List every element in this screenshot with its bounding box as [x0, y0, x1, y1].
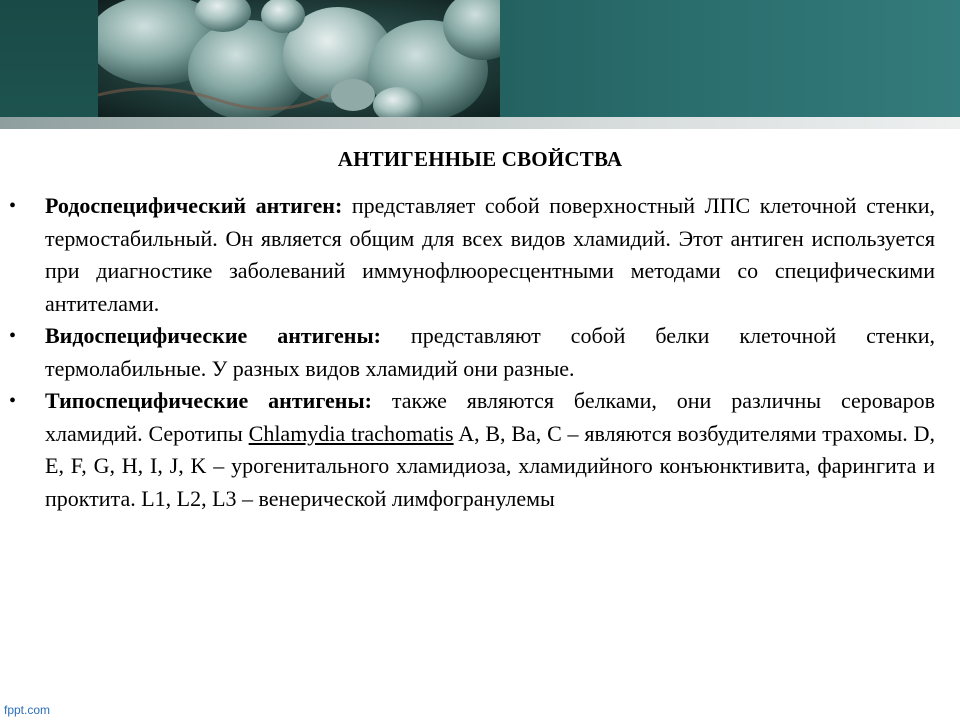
bullet-item-genus-antigen — [9, 190, 935, 320]
species-link[interactable]: Chlamydia trachomatis — [248, 420, 454, 446]
bullet-term: Типоспецифические антигены: — [45, 388, 372, 413]
slide-title: АНТИГЕННЫЕ СВОЙСТВА — [337, 147, 623, 171]
micrograph-image — [98, 0, 500, 117]
bullet-item-species-antigen — [9, 320, 935, 385]
bullet-text: представляют собой белки клеточной стенки, термолабильные. У разных видов хламидий они разные. — [45, 323, 935, 381]
bullet-text: представляет собой поверхностный ЛПС клеточной стенки, термостабильный. Он является общим для всех видов хламидий. Этот антиген используется при диагностике заболеваний иммунофлюоресцентными методами со специфическими антителами. — [45, 193, 935, 316]
header-left-band — [0, 0, 98, 117]
bullet-item-type-antigen — [9, 385, 935, 515]
bullet-term: Родоспецифический антиген: — [45, 193, 343, 218]
bullet-term: Видоспецифические антигены: — [45, 323, 381, 348]
bullet-icon: • — [9, 390, 17, 412]
header-stripe — [0, 117, 960, 129]
header-banner — [0, 0, 960, 117]
bullet-text: A, B, Ba, C – являются возбудителями трахомы. D, E, F, G, H, I, J, K – урогенитального хламидиоза, хламидийного конъюнктивита, фарингита и проктита. L1, L2, L3 – венерической лимфогранулемы — [45, 420, 935, 511]
bullet-text: также являются белками, они различны сероваров хламидий. Серотипы — [45, 388, 935, 446]
bullet-list — [9, 190, 935, 515]
bullet-icon: • — [9, 325, 17, 347]
watermark-link[interactable]: fppt.com — [4, 703, 51, 717]
bullet-icon: • — [9, 195, 17, 217]
